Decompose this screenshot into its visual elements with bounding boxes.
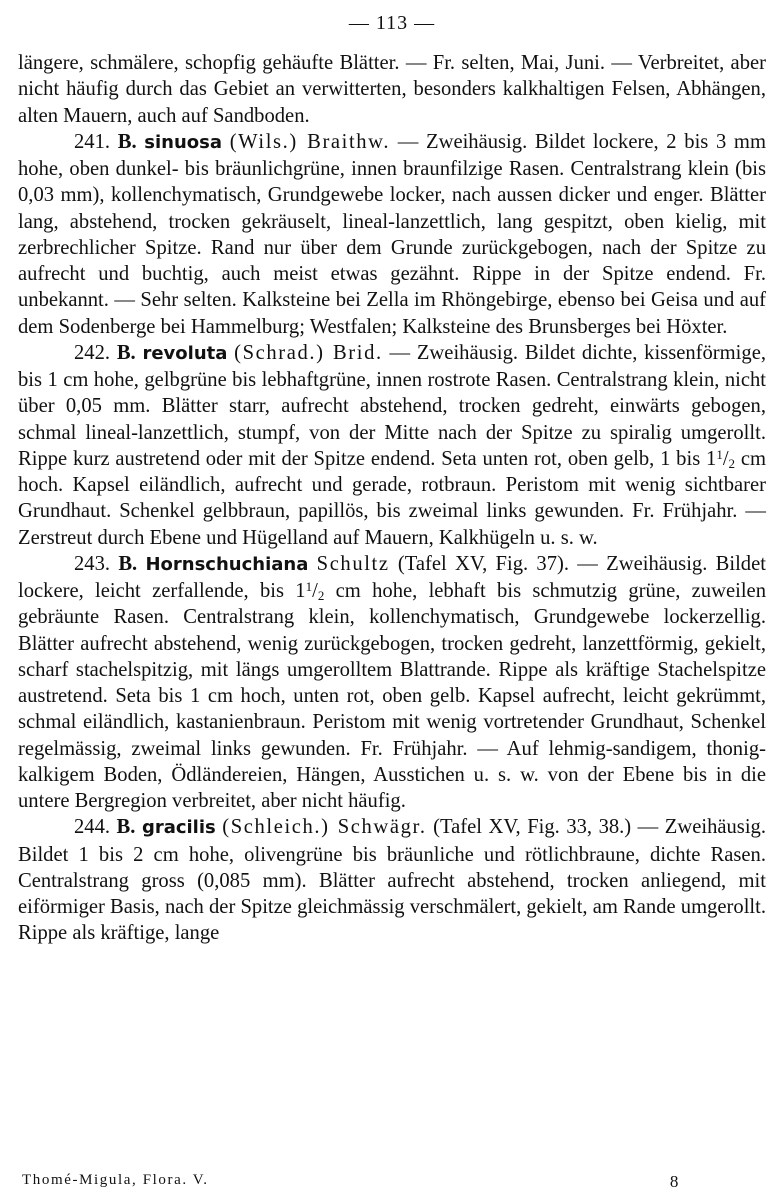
genus-abbrev: B. [116,341,136,364]
entry-number: 244. [74,816,111,839]
genus-abbrev: B. [116,816,136,839]
entry-description: (Tafel XV, Fig. 37). — Zweihäusig. Bildet lockere, leicht zerfallende, bis 1 [18,552,766,602]
book-page [18,6,766,1194]
fraction-numerator: 1 [716,446,723,462]
fraction-denominator: 2 [317,588,325,603]
entry-number: 242. [74,341,111,364]
entry-242: 242. B. revoluta (Schrad.) Brid. — Zweihäusig. Bildet dichte, kissenförmige, bis 1 cm hohe, gelbgrüne bis lebhaftgrüne, innen rostrote Rasen. Centralstrang klein, nicht über 0,05 mm. Blätter starr, aufrecht abstehend, trocken gedreht, einwärts gebogen, schmal lineal-lanzettlich, stumpf, von der Mitte nach der Spitze zu spiralig umgerollt. Rippe kurz austretend oder mit der Spitze endend. Seta unten rot, oben gelb, 1 bis $1^1/_2$ cm hoch. Kapsel eiländlich, aufrecht und gerade, rotbraun. Peristom mit wenig sichtbarer Grundhaut. Schenkel gelbbraun, papillös, bis zweimal links gewunden. Fr. Frühjahr. — Zerstreut durch Ebene und Hügelland auf Mauern, Kalkhügeln u. s. w. [18,341,767,549]
intro-paragraph: längere, schmälere, schopfig gehäufte Blätter. — Fr. selten, Mai, Juni. — Verbreitet, aber nicht häufig durch das Gebiet an verwitterten, besonders kalkhaltigen Felsen, Abhängen, alten Mauern, auch auf Sandboden. [18,52,766,127]
entry-244 [18,814,766,946]
author-citation: (Schrad.) Brid. [234,341,383,364]
sheet-signature: 8 [669,1172,680,1191]
species-name: sinuosa [144,131,223,153]
entry-241 [18,129,766,340]
entry-243: 243. B. Hornschuchiana Schultz (Tafel XV, Fig. 37). — Zweihäusig. Bildet lockere, leicht zerfallende, bis $1^1/_2$ cm hohe, lebhaft bis schmutzig grüne, zuweilen gebräunte Rasen. Centralstrang klein, kollenchymatisch, Grundgewebe lockerzellig. Blätter aufrecht abstehend, wenig zurückgebogen, trocken gedreht, lanzettförmig, gekielt, scharf stachelspitzig, mit längs umgerolltem Blattrande. Rippe als kräftige Stachelspitze austretend. Seta bis 1 cm hoch, unten rot, oben gelb. Kapsel aufrecht, leicht gekrümmt, schmal eiländlich, kastanienbraun. Peristom mit wenig vortretender Grundhaut, Schenkel regelmässig, zweimal links gewunden. Fr. Frühjahr. — Auf lehmig-sandigem, thonig-kalkigem Boden, Ödländereien, Hängen, Ausstichen u. s. w. von der Ebene bis in die untere Bergregion verbreitet, aber nicht häufig. [18,552,766,812]
species-name: revoluta [142,342,228,364]
species-name: Hornschuchiana [145,553,309,575]
entry-number: 241. [74,130,111,153]
page-footer [22,1172,766,1192]
genus-abbrev: B. [117,130,137,153]
fraction-denominator: 2 [728,455,736,471]
entry-description: — Zweihäusig. Bildet lockere, 2 bis 3 mm hohe, oben dunkel- bis bräunlichgrüne, innen braunfilzige Rasen. Centralstrang klein (bis 0,03 mm), kollenchymatisch, Grundgewebe locker, nach aussen dicker und enger. Blätter lang, abstehend, trocken gekräuselt, lineal-lanzettlich, lang gespitzt, oben kielig, mit zerbrechlicher Spitze. Rand nur über dem Grunde zurückgebogen, nach der Spitze zu aufrecht und buchtig, auch meist etwas gezähnt. Rippe in der Spitze endend. Fr. unbekannt. — Sehr selten. Kalksteine bei Zella im Rhöngebirge, ebenso bei Geisa und auf dem Sodenberge bei Hammelburg; Westfalen; Kalksteine des Brunsberges bei Höxter. [18,130,766,338]
author-citation: Schultz [316,552,390,575]
entry-number: 243. [74,552,111,575]
page-body [18,50,766,947]
entry-description-cont: cm hoch. Kapsel eiländlich, aufrecht und gerade, rotbraun. Peristom mit wenig sichtbarer Grundhaut. Schenkel gelbbraun, papillös, bis zweimal links gewunden. Fr. Frühjahr. — Zerstreut durch Ebene und Hügelland auf Mauern, Kalkhügeln u. s. w. [18,447,767,549]
author-citation: (Schleich.) Schwägr. [222,816,427,839]
page-number: — 113 — [348,12,436,34]
footer-book-title: Thomé-Migula, Flora. V. [22,1172,209,1188]
entry-description: (Tafel XV, Fig. 33, 38.) — Zweihäusig. Bildet 1 bis 2 cm hohe, olivengrüne bis bräunliche und rötlichbraune, dichte Rasen. Centralstrang gross (0,085 mm). Blätter aufrecht abstehend, trocken anliegend, mit eiförmiger Basis, nach der Spitze gleichmässig verschmälert, gekielt, am Rande umgerollt. Rippe als kräftige, lange [18,816,767,945]
fraction-numerator: 1 [305,579,313,594]
genus-abbrev: B. [118,552,138,575]
author-citation: (Wils.) Braithw. [229,130,391,153]
entry-description-cont: cm hohe, lebhaft bis schmutzig grüne, zuweilen gebräunte Rasen. Centralstrang klein, kollenchymatisch, Grundgewebe lockerzellig. Blätter aufrecht abstehend, wenig zurückgebogen, trocken gedreht, lanzettförmig, gekielt, scharf stachelspitzig, mit längs umgerolltem Blattrande. Rippe als kräftige Stachelspitze austretend. Seta bis 1 cm hoch, unten rot, oben gelb. Kapsel aufrecht, leicht gekrümmt, schmal eiländlich, kastanienbraun. Peristom mit wenig vortretender Grundhaut, Schenkel regelmässig, zweimal links gewunden. Fr. Frühjahr. — Auf lehmig-sandigem, thonig-kalkigem Boden, Ödländereien, Hängen, Ausstichen u. s. w. von der Ebene bis in die untere Bergregion verbreitet, aber nicht häufig. [18,580,766,812]
species-name: gracilis [141,817,216,839]
entry-description: — Zweihäusig. Bildet dichte, kissenförmige, bis 1 cm hohe, gelbgrüne bis lebhaftgrüne, innen rostrote Rasen. Centralstrang klein, nicht über 0,05 mm. Blätter starr, aufrecht abstehend, trocken gedreht, einwärts gebogen, schmal lineal-lanzettlich, stumpf, von der Mitte nach der Spitze zu spiralig umgerollt. Rippe kurz austretend oder mit der Spitze endend. Seta unten rot, oben gelb, 1 bis 1 [18,341,766,470]
